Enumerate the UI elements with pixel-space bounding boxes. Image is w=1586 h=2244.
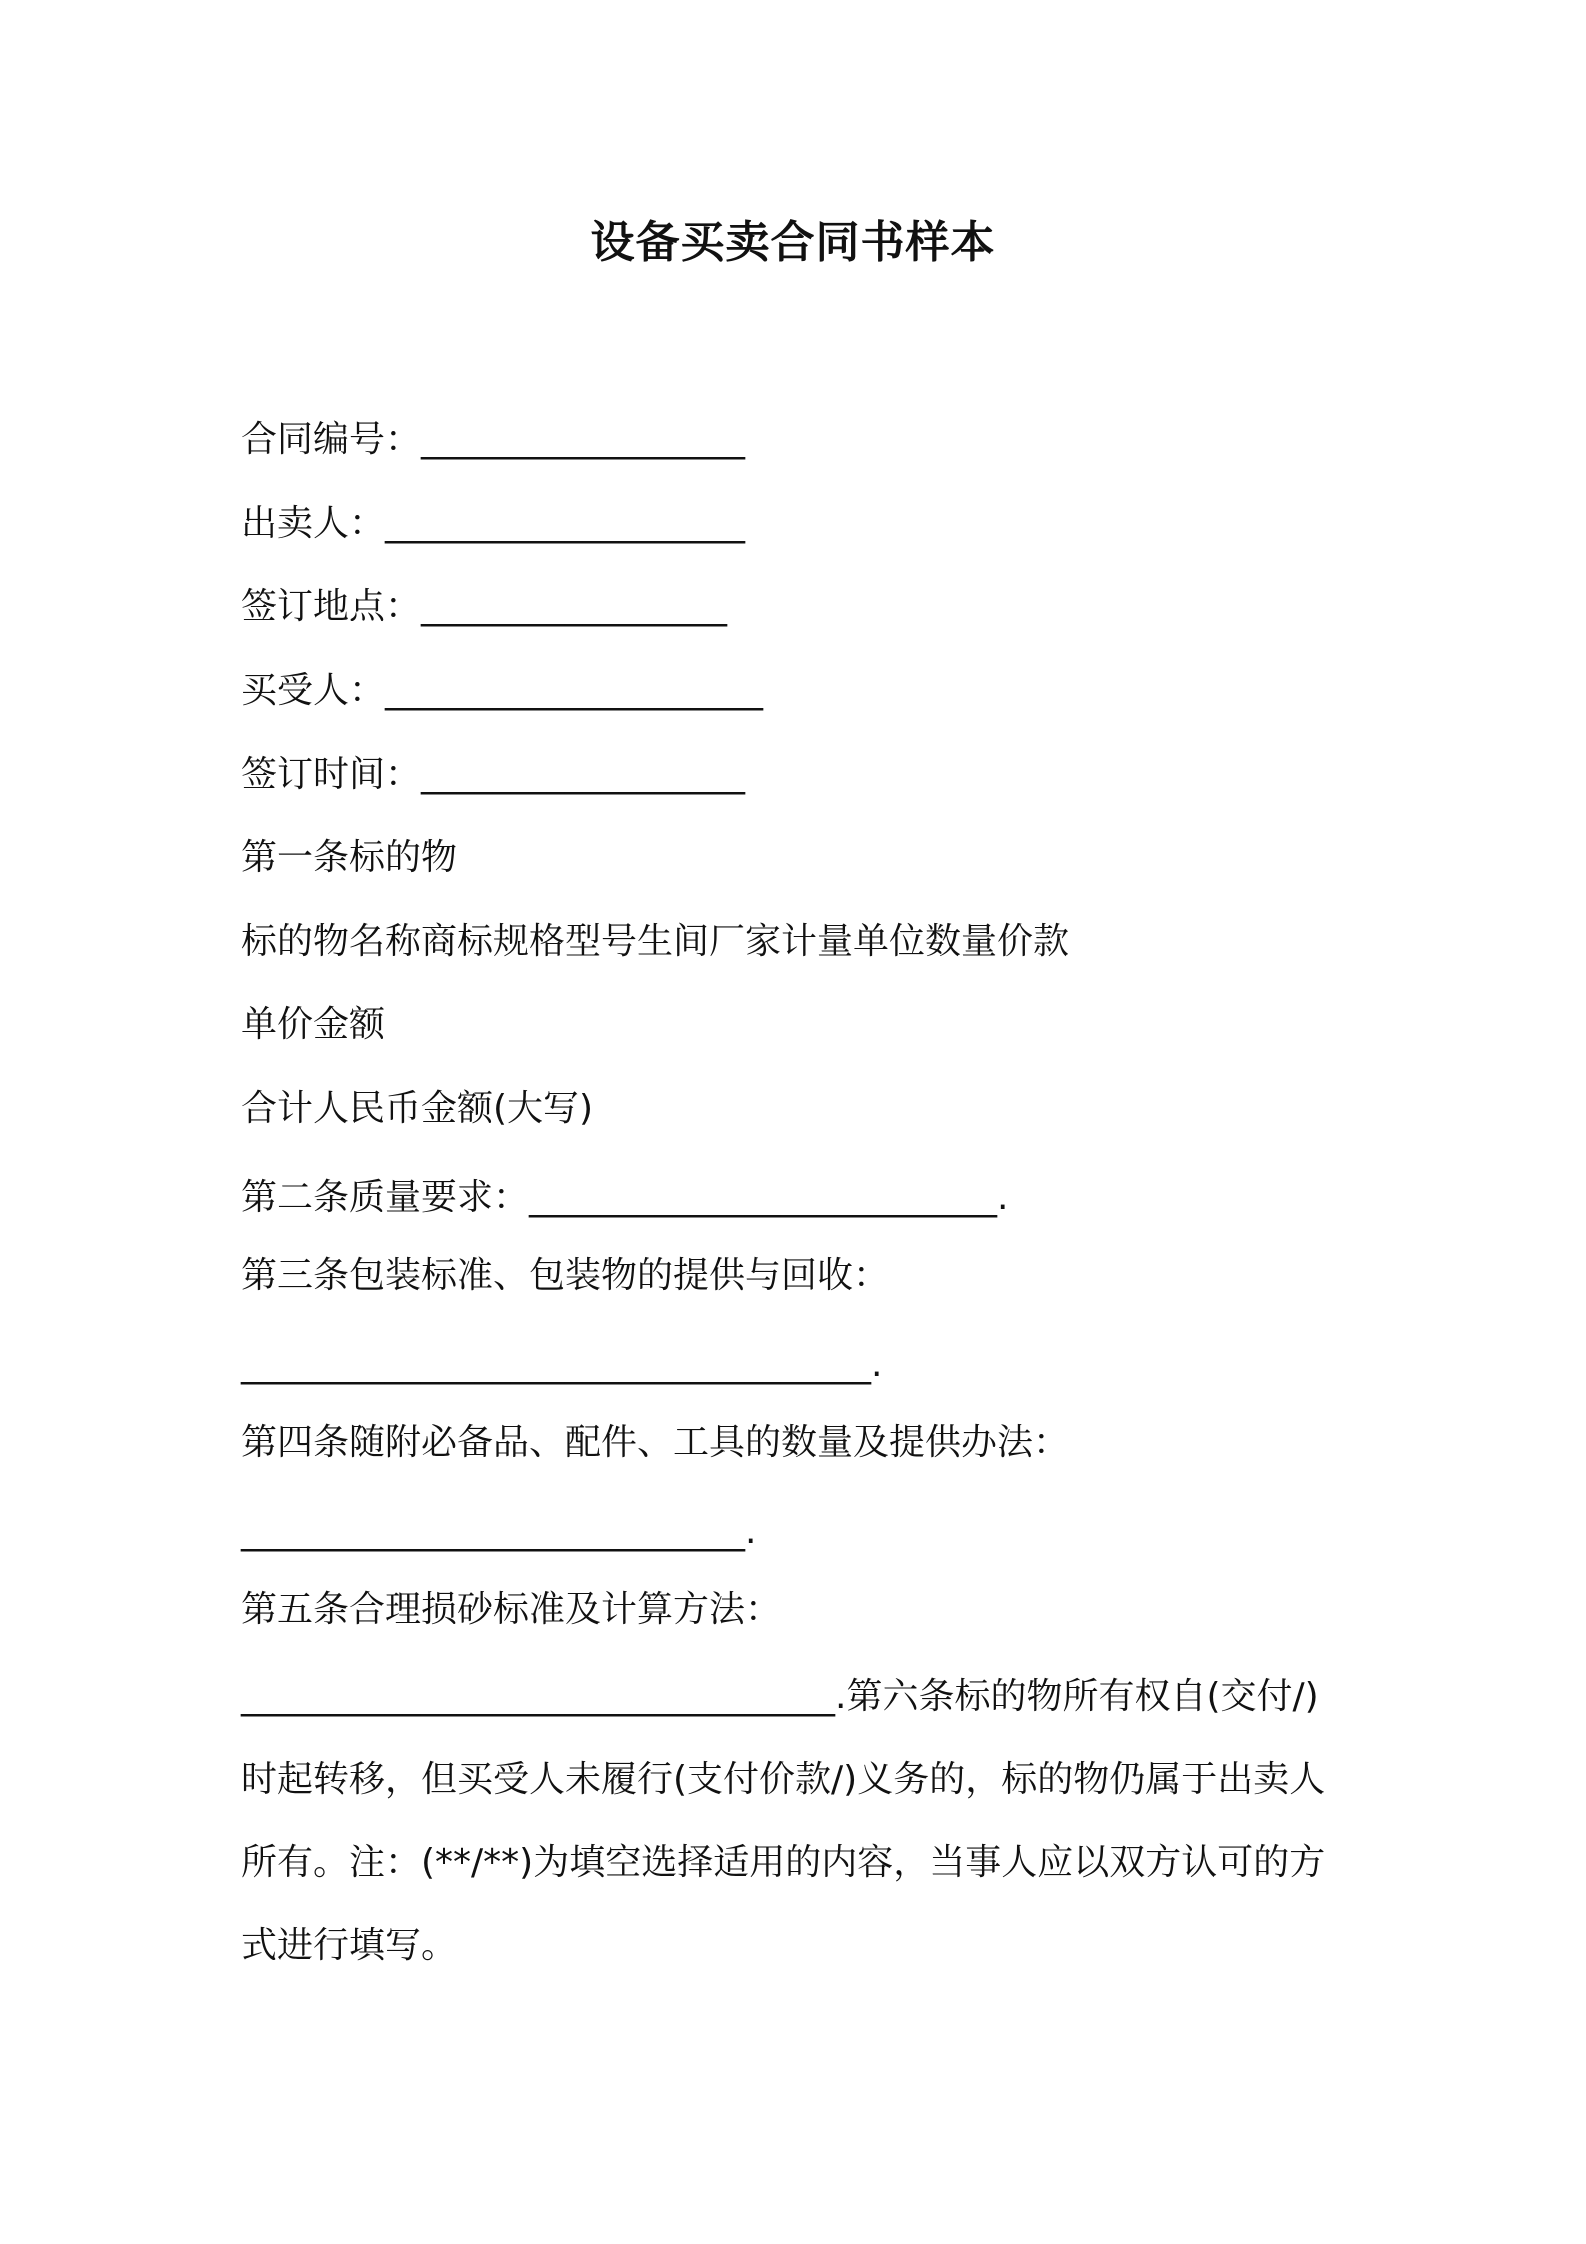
field-seller: 出卖人：____________________ (241, 503, 746, 544)
article-3-heading: 第三条包装标准、包装物的提供与回收： (241, 1255, 890, 1296)
article-4-heading: 第四条随附必备品、配件、工具的数量及提供办法： (241, 1422, 1070, 1463)
field-buyer: 买受人：_____________________ (241, 670, 764, 711)
article-1-heading: 第一条标的物 (241, 837, 458, 878)
field-contract-number: 合同编号：__________________ (241, 419, 746, 460)
article-1-total: 合计人民币金额(大写) (241, 1088, 594, 1129)
article-5-heading: 第五条合理损砂标准及计算方法： (241, 1589, 782, 1630)
article-1-table-header-cont: 单价金额 (241, 1004, 386, 1045)
document-title: 设备买卖合同书样本 (590, 217, 996, 268)
article-3-blank: ___________________________________. (241, 1344, 883, 1385)
field-signing-place: 签订地点：_________________ (241, 586, 728, 627)
article-1-table-header: 标的物名称商标规格型号生间厂家计量单位数量价款 (241, 921, 1070, 962)
article-4-blank: ____________________________. (241, 1511, 757, 1552)
article-2: 第二条质量要求：__________________________. (241, 1177, 1009, 1218)
field-signing-time: 签订时间：__________________ (241, 754, 746, 795)
closing-paragraph: _________________________________.第六条标的物所有权自(交付/)时起转移，但买受人未履行(支付价款/)义务的，标的物仍属于出卖人所有。注：(**/**)为填空选择适用的内容，当事人应以双方认可的方式进行填写。 (241, 1676, 1326, 1966)
